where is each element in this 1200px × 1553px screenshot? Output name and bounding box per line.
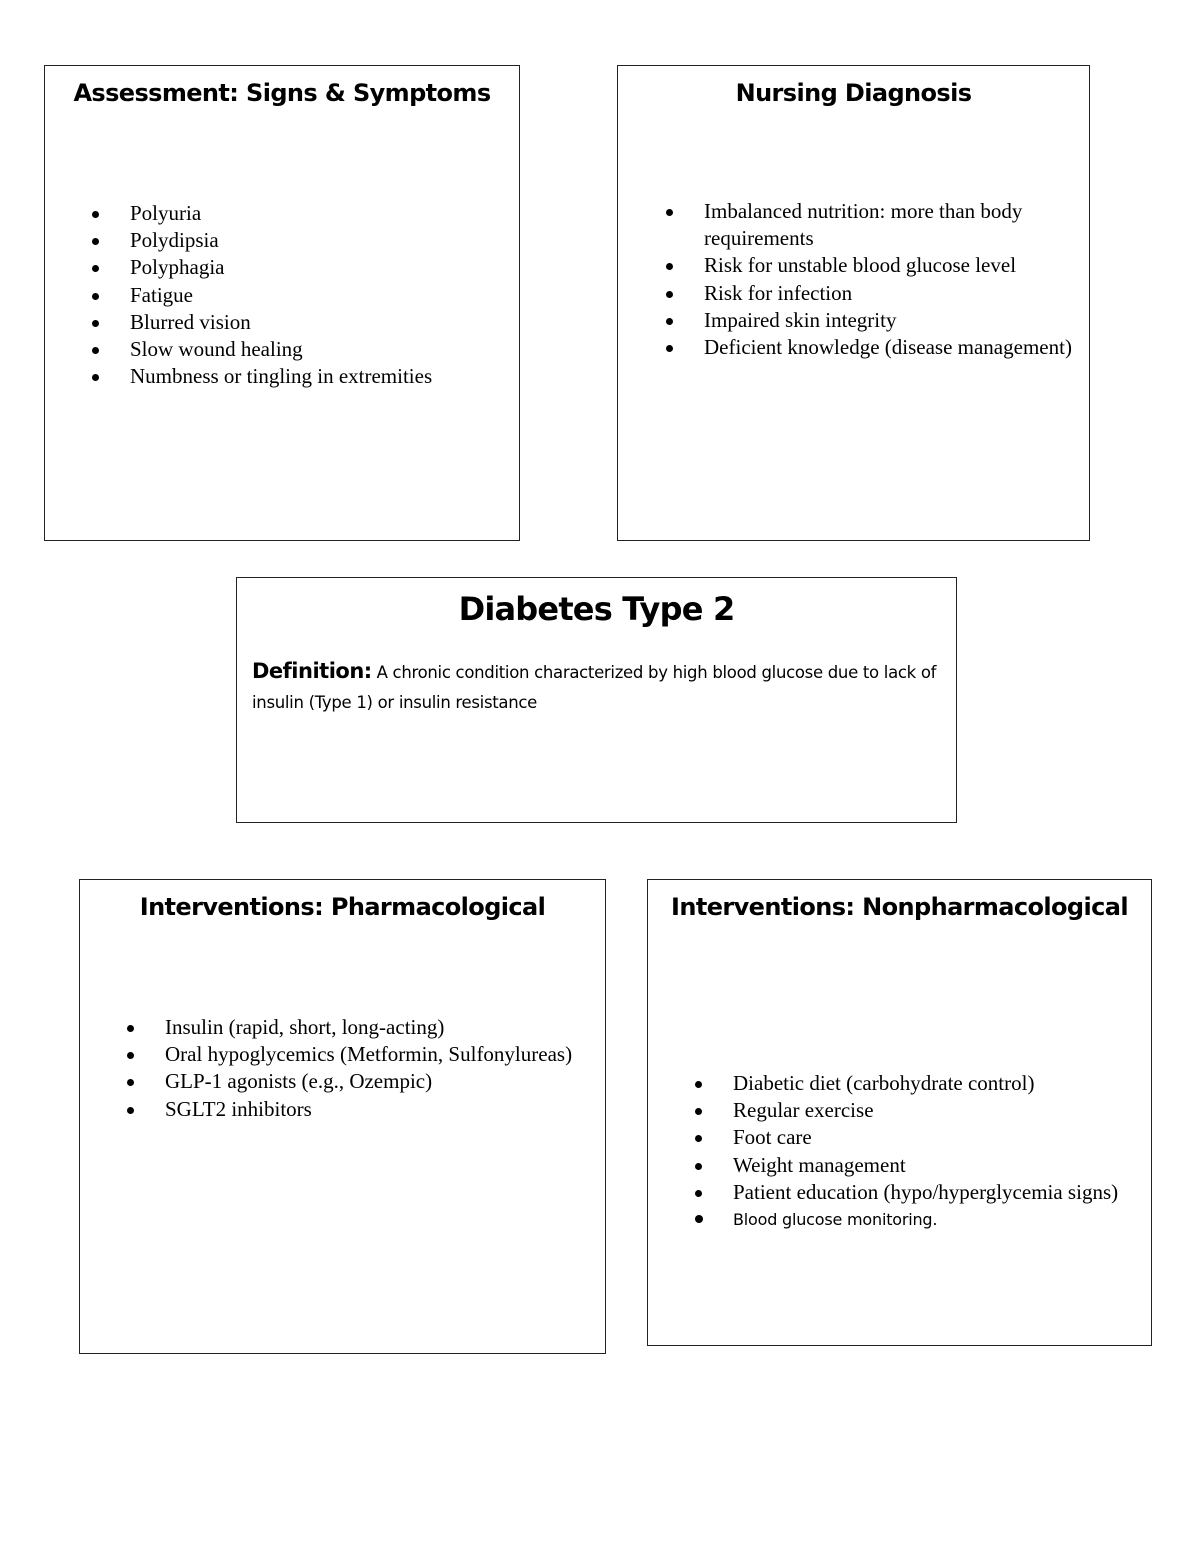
disease-title: Diabetes Type 2 (458, 590, 735, 628)
assessment-list (92, 200, 512, 390)
list-item: Polyuria (92, 200, 512, 227)
assessment-title: Assessment: Signs & Symptoms (73, 79, 491, 107)
nursing-diagnosis-title: Nursing Diagnosis (735, 79, 972, 107)
list-item: Imbalanced nutrition: more than body requirements (666, 198, 1076, 252)
list-item: Insulin (rapid, short, long-acting) (127, 1014, 577, 1041)
list-item: Risk for infection (666, 280, 1076, 307)
nursing-diagnosis-box (617, 65, 1090, 541)
list-item: Oral hypoglycemics (Metformin, Sulfonylureas) (127, 1041, 577, 1068)
nonpharmacological-box (647, 879, 1152, 1346)
definition (252, 656, 942, 718)
nonpharmacological-title: Interventions: Nonpharmacological (671, 893, 1128, 921)
list-item: Slow wound healing (92, 336, 512, 363)
assessment-box (44, 65, 520, 541)
list-item: Foot care (695, 1124, 1125, 1151)
list-item: Regular exercise (695, 1097, 1125, 1124)
list-item: GLP-1 agonists (e.g., Ozempic) (127, 1068, 577, 1095)
list-item: Polydipsia (92, 227, 512, 254)
list-item: Impaired skin integrity (666, 307, 1076, 334)
list-item: Blurred vision (92, 309, 512, 336)
list-item: Risk for unstable blood glucose level (666, 252, 1076, 279)
list-item: Patient education (hypo/hyperglycemia signs) (695, 1179, 1125, 1206)
list-item: Numbness or tingling in extremities (92, 363, 512, 390)
nonpharmacological-list (695, 1070, 1125, 1233)
definition-text: A chronic condition characterized by high blood glucose due to lack of insulin (Type 1) or insulin resistance (252, 663, 937, 712)
nursing-diagnosis-list (666, 198, 1076, 361)
list-item: Blood glucose monitoring. (695, 1206, 1125, 1233)
list-item: Polyphagia (92, 254, 512, 281)
list-item: SGLT2 inhibitors (127, 1096, 577, 1123)
list-item: Weight management (695, 1152, 1125, 1179)
disease-center-box (236, 577, 957, 823)
definition-label: Definition: (252, 659, 372, 683)
list-item: Diabetic diet (carbohydrate control) (695, 1070, 1125, 1097)
pharmacological-list (127, 1014, 577, 1123)
list-item: Deficient knowledge (disease management) (666, 334, 1076, 361)
pharmacological-box (79, 879, 606, 1354)
pharmacological-title: Interventions: Pharmacological (139, 893, 546, 921)
list-item: Fatigue (92, 282, 512, 309)
